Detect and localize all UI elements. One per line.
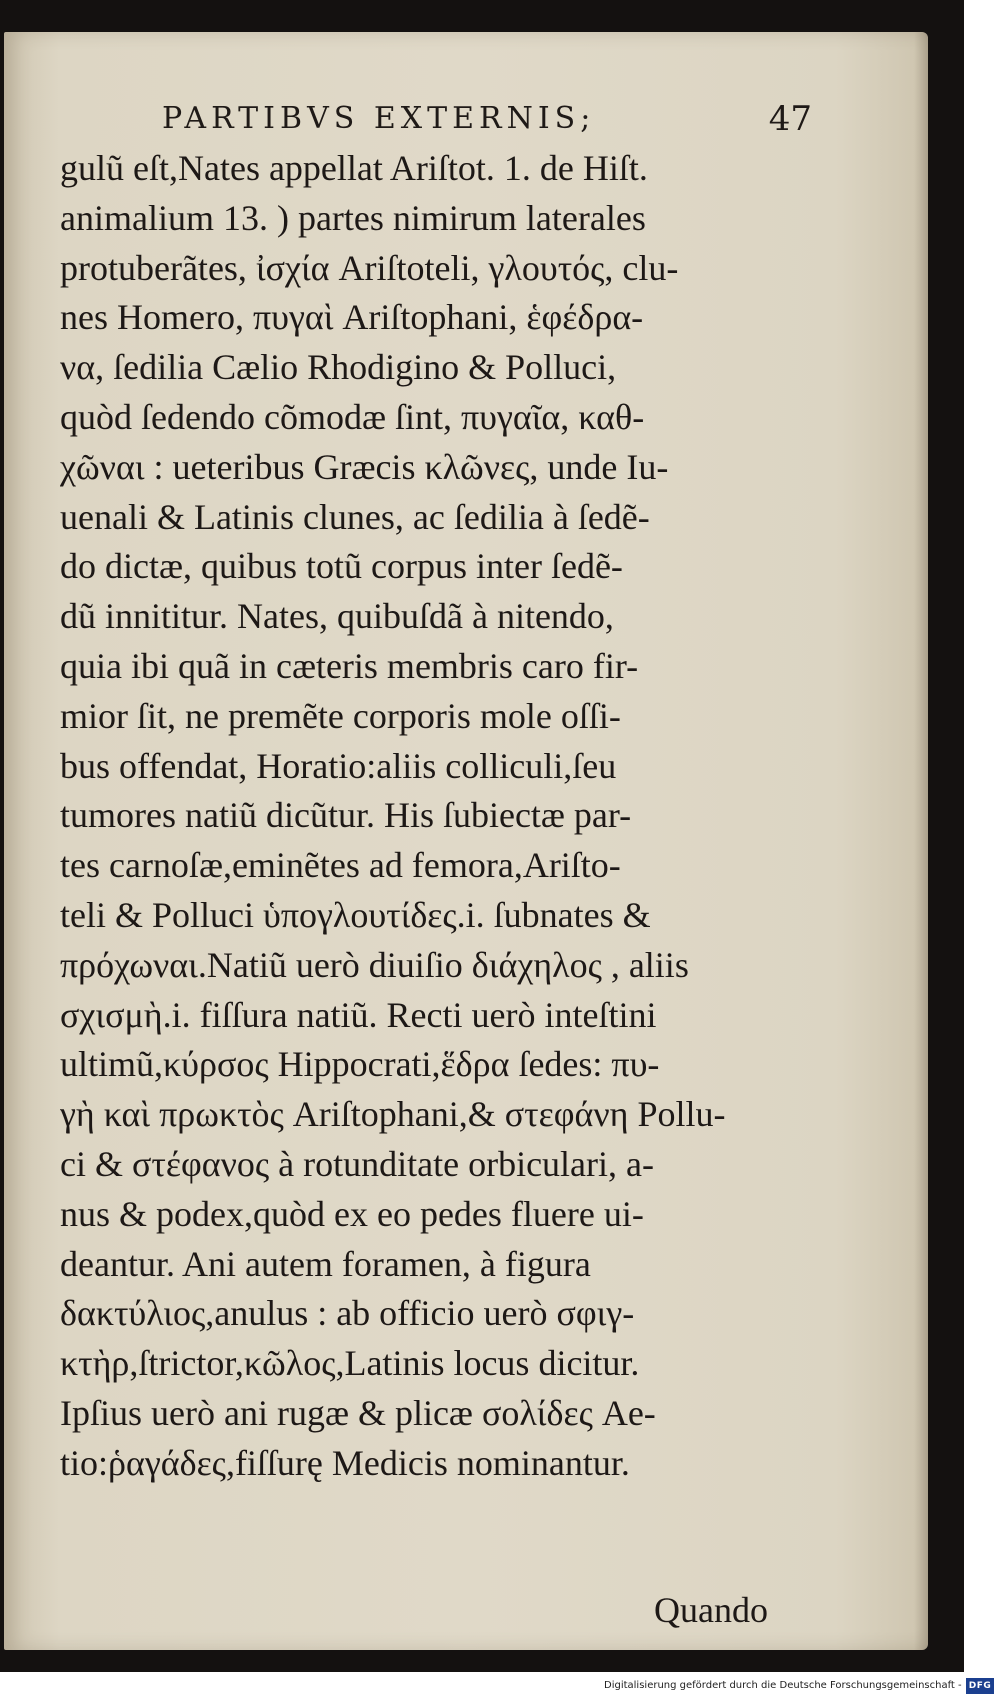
text-line: tumores natiũ dicũtur. His ſubiectæ par- — [60, 795, 632, 836]
text-line: do dictæ, quibus totũ corpus inter ſedẽ- — [60, 546, 623, 587]
text-line: nus & podex,quòd ex eo pedes fluere ui- — [60, 1193, 644, 1234]
text-line: gulũ eſt,Nates appellat Ariſtot. 1. de Hiſt. — [60, 148, 648, 188]
text-line: tio:ῥαγάδες,fiſſurę Medicis nominantur. — [60, 1442, 630, 1483]
text-line: deantur. Ani autem foramen, à figura — [60, 1243, 591, 1284]
text-line: tes carnoſæ,eminẽtes ad femora,Ariſto- — [60, 845, 621, 886]
page-edge-shadow — [914, 32, 928, 1650]
body-text — [60, 144, 812, 1489]
running-head: PARTIBVS EXTERNIS; — [162, 101, 596, 136]
dfg-logo: DFG — [966, 1678, 994, 1694]
text-line: να, ſedilia Cælio Rhodigino & Polluci, — [60, 347, 617, 388]
text-line: χῶναι : ueteribus Græcis κλῶνες, unde Iu- — [60, 446, 669, 487]
text-line: ci & στέφανος à rotunditate orbiculari, a- — [60, 1143, 654, 1184]
text-line: σχισμὴ.i. fiſſura natiũ. Recti uerò inteſtini — [60, 994, 657, 1035]
text-line: mior ſit, ne premẽte corporis mole oſſi- — [60, 695, 621, 736]
text-line: quia ibi quã in cæteris membris caro fir- — [60, 645, 639, 686]
text-line: nes Homero, πυγαὶ Ariſtophani, ἑφέδρα- — [60, 297, 644, 338]
catchword: Quando — [654, 1590, 768, 1630]
page-header — [162, 96, 812, 142]
text-line: protuberãtes, ἰσχία Ariſtoteli, γλουτός, clu- — [60, 247, 679, 288]
page-number: 47 — [768, 99, 812, 139]
text-line: dũ innititur. Nates, quibuſdã à nitendo, — [60, 596, 614, 637]
text-line: bus offendat, Horatio:aliis colliculi,ſeu — [60, 745, 617, 786]
text-line: γὴ καὶ πρωκτὸς Ariſtophani,& στεφάνη Pollu- — [60, 1094, 726, 1135]
text-line: Ipſius uerò ani rugæ & plicæ σολίδες Ae- — [60, 1392, 656, 1433]
text-line: δακτύλιος,anulus : ab officio uerò σφιγ- — [60, 1293, 635, 1334]
digitization-credit: Digitalisierung gefördert durch die Deutsche Forschungsgemeinschaft - — [604, 1680, 962, 1691]
text-line: uenali & Latinis clunes, ac ſedilia à ſedẽ- — [60, 496, 650, 537]
text-line: κτὴρ,ſtrictor,κῶλος,Latinis locus dicitur. — [60, 1343, 640, 1384]
text-line: ultimũ,κύρσος Hippocrati,ἕδρα ſedes: πυ- — [60, 1044, 660, 1085]
text-line: πρόχωναι.Natiũ uerò diuiſio διάχηλος , aliis — [60, 944, 689, 985]
text-line: animalium 13. ) partes nimirum laterales — [60, 197, 646, 238]
text-line: quòd ſedendo cõmodæ ſint, πυγαῖα, καθ- — [60, 396, 645, 437]
text-line: teli & Polluci ὑπογλουτίδες.i. ſubnates & — [60, 894, 651, 935]
